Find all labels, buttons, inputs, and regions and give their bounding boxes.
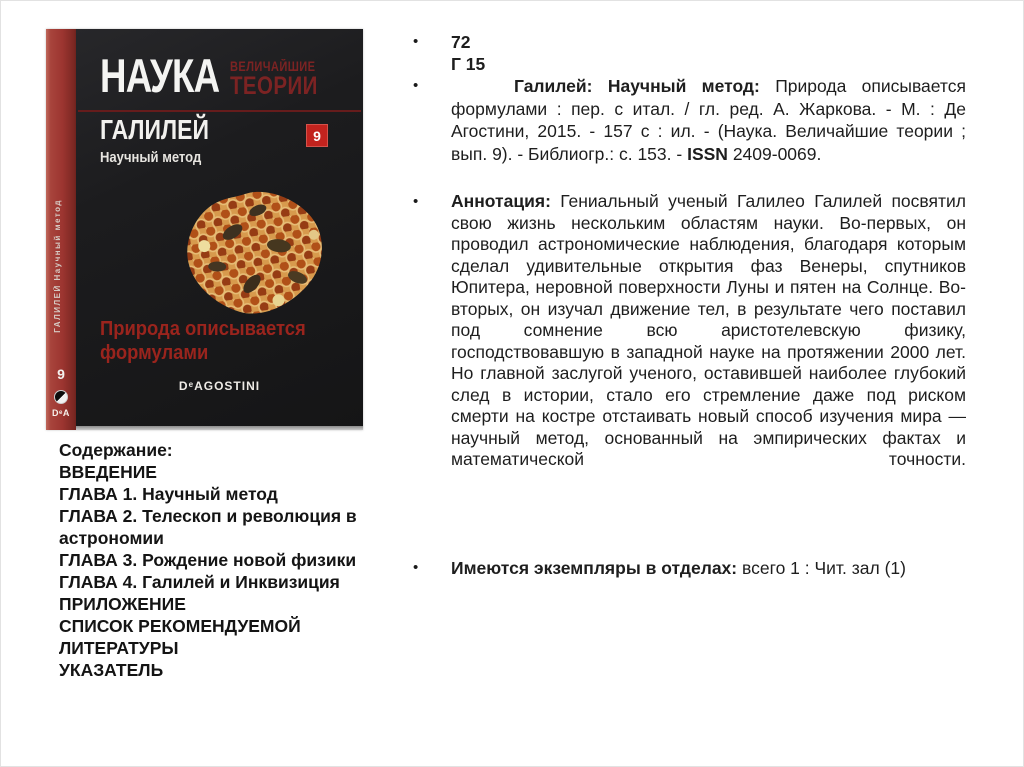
annotation-item (409, 191, 966, 471)
series-subtitle-line1: ВЕЛИЧАЙШИЕ (230, 59, 316, 74)
cover-divider-line (78, 110, 361, 112)
cover-tagline-line2: формулами (100, 342, 209, 364)
toc-item: СПИСОК РЕКОМЕНДУЕМОЙ ЛИТЕРАТУРЫ (59, 616, 301, 658)
toc-item: ГЛАВА 4. Галилей и Инквизиция (59, 572, 340, 592)
bibliographic-text (451, 75, 966, 165)
toc-item: ГЛАВА 2. Телескоп и революция в астрономии (59, 506, 357, 548)
annotation-label: Аннотация: (451, 191, 551, 211)
book-title: ГАЛИЛЕЙ (100, 114, 209, 145)
toc-item: ВВЕДЕНИЕ (59, 462, 157, 482)
annotation-body: Гениальный ученый Галилео Галилей посвятил свою жизнь нескольким областям науки. Во-первых, он проводил астрономические наблюдения, благодаря которым сделал удивительные открытия фаз Венеры, спутников Юпитера, неровной поверхности Луны и пятен на Солнце. Во-вторых, он изучал движение тел, в результате чего поставил под сомнение всю аристотелевскую физику, господствовавшую в западной науке на протяжении 2000 лет. Но главной заслугой ученого, оставившей наиболее глубокий след в истории, стало его стремление даже под риском смерти на костре отстаивать новый способ изучения мира — научный метод, основанный на эмпирических фактах и математической точности. (451, 191, 966, 469)
book-front-cover (76, 29, 363, 430)
series-subtitle (230, 60, 318, 98)
toc-item: УКАЗАТЕЛЬ (59, 660, 164, 680)
bullet-icon: • (413, 558, 419, 576)
bibliographic-record (409, 75, 966, 165)
bullet-icon: • (413, 77, 419, 94)
book-spine (46, 29, 76, 430)
toc-item: ГЛАВА 1. Научный метод (59, 484, 278, 504)
toc-heading: Содержание: (59, 440, 173, 460)
issn-label: ISSN (687, 143, 728, 164)
record-title: Галилей: Научный метод: (514, 76, 760, 96)
cover-tagline-line1: Природа описывается (100, 318, 306, 340)
toc-item: ПРИЛОЖЕНИЕ (59, 594, 186, 614)
author-sign: Г 15 (451, 54, 486, 74)
issn-value: 2409-0069. (732, 143, 822, 164)
annotation-text (451, 191, 966, 471)
classification-item (409, 31, 966, 75)
series-subtitle-line2: ТЕОРИИ (230, 72, 318, 100)
deagostini-logo-icon (54, 390, 68, 404)
record-body: Природа описывается формулами : пер. с итал. / гл. ред. А. Жаркова. - М. : Де Агостини, 2015. - 157 с : ил. - (Наука. Величайшие теории ; вып. 9). - Библиогр.: с. 153. - (451, 76, 966, 164)
series-title: НАУКА (100, 49, 220, 102)
classification-code: 72 (451, 32, 471, 52)
book-page-edge (76, 426, 363, 430)
holdings-item (409, 557, 966, 579)
book-cover (46, 29, 363, 430)
bullet-icon: • (413, 33, 419, 50)
catalog-entry (409, 31, 966, 579)
spine-logo-text: DᵉA (52, 408, 70, 418)
holdings-label: Имеются экземпляры в отделах: (451, 557, 738, 578)
spine-issue-number: 9 (57, 366, 65, 382)
issue-number-badge: 9 (306, 124, 328, 147)
toc-item: ГЛАВА 3. Рождение новой физики (59, 550, 357, 570)
cover-tagline (100, 317, 306, 365)
honeycomb-photo (176, 191, 336, 319)
bullet-icon: • (413, 193, 419, 210)
spine-title: ГАЛИЛЕЙ Научный метод (53, 199, 62, 333)
publisher-logo-text: DᵉAGOSTINI (178, 379, 261, 393)
book-subtitle: Научный метод (100, 150, 202, 166)
toc-list (59, 461, 361, 681)
holdings-value: всего 1 : Чит. зал (1) (742, 557, 906, 578)
table-of-contents (59, 439, 361, 681)
